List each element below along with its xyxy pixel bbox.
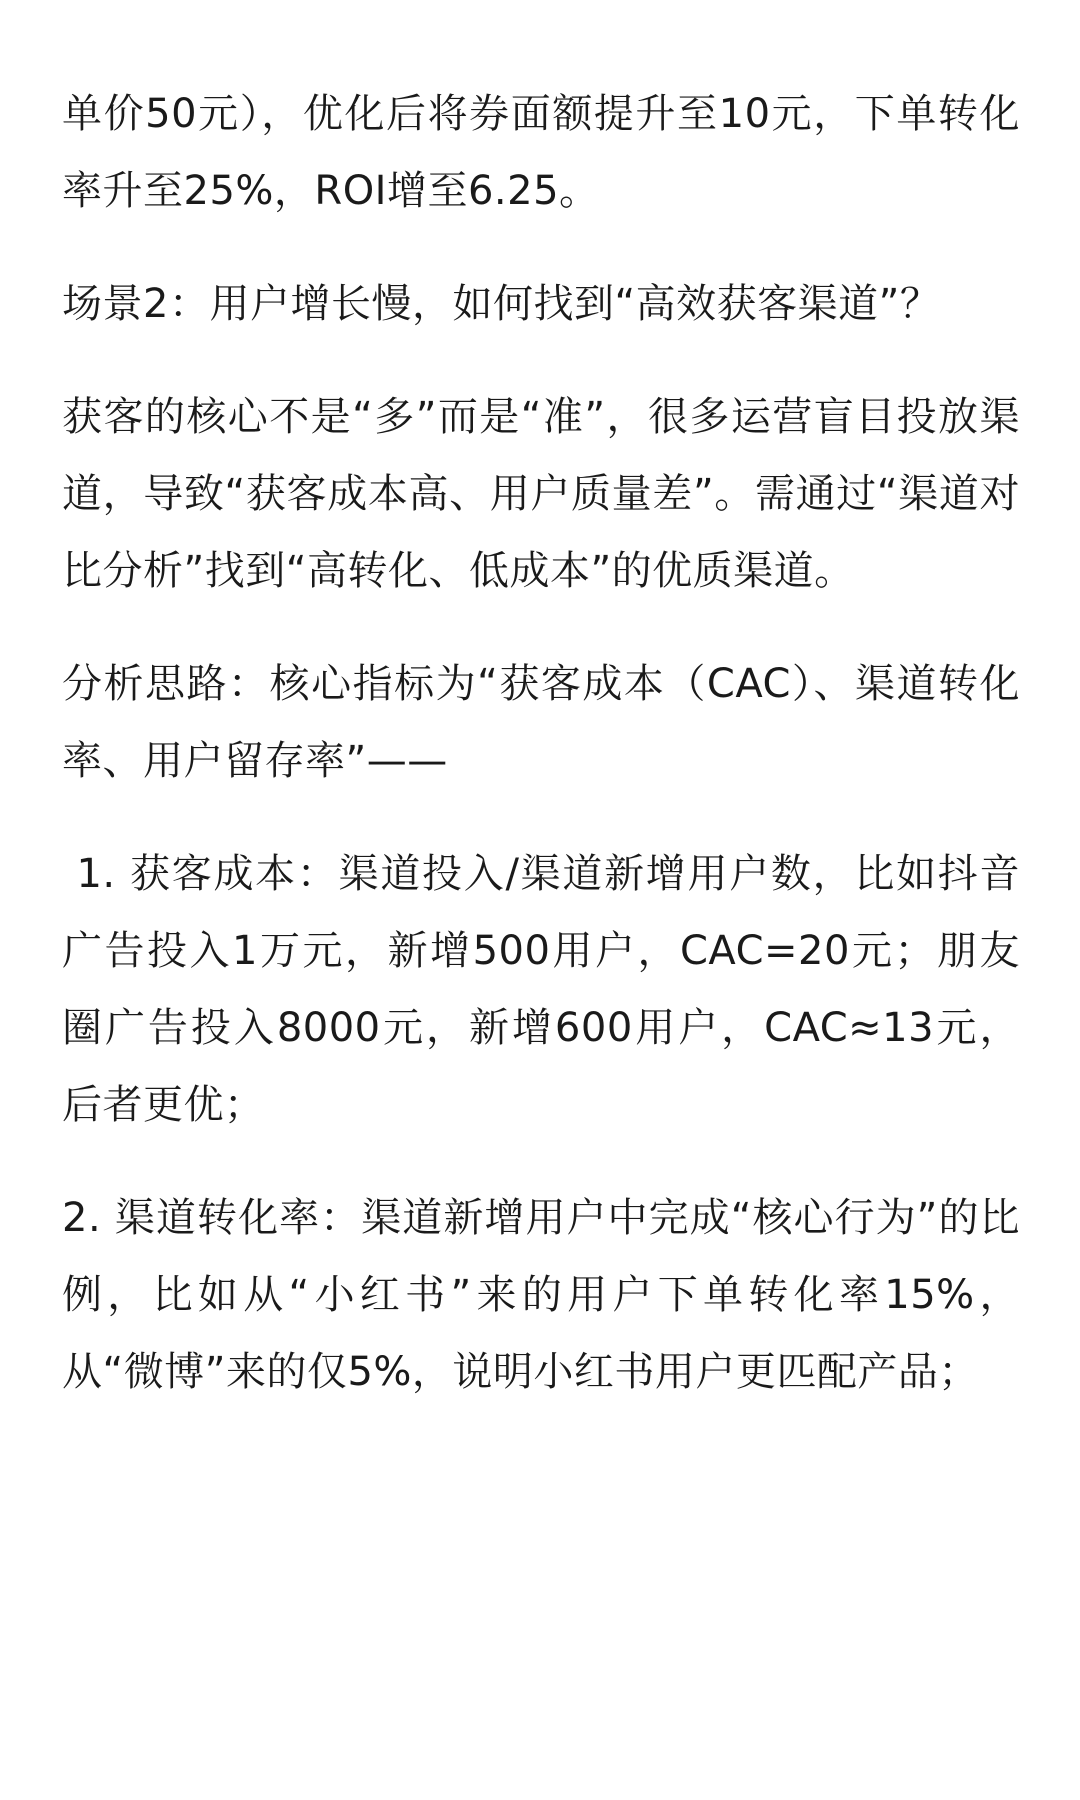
- list-item-cac: 1. 获客成本：渠道投入/渠道新增用户数，比如抖音广告投入1万元，新增500用户，CAC=20元；朋友圈广告投入8000元，新增600用户，CAC≈13元，后者更优；: [62, 851, 1021, 1128]
- paragraph-acquisition-core: 获客的核心不是“多”而是“准”，很多运营盲目投放渠道，导致“获客成本高、用户质量差”。需通过“渠道对比分析”找到“高转化、低成本”的优质渠道。: [62, 394, 1020, 594]
- list-item-channel-conversion: 2. 渠道转化率：渠道新增用户中完成“核心行为”的比例，比如从“小红书”来的用户下单转化率15%，从“微博”来的仅5%，说明小红书用户更匹配产品；: [62, 1195, 1020, 1395]
- section-heading-scenario-2: 场景2：用户增长慢，如何找到“高效获客渠道”？: [62, 281, 941, 327]
- paragraph-analysis-approach: 分析思路：核心指标为“获客成本（CAC）、渠道转化率、用户留存率”——: [62, 661, 1020, 784]
- paragraph-coupon-optimization: 单价50元），优化后将券面额提升至10元，下单转化率升至25%，ROI增至6.25。: [62, 91, 1020, 214]
